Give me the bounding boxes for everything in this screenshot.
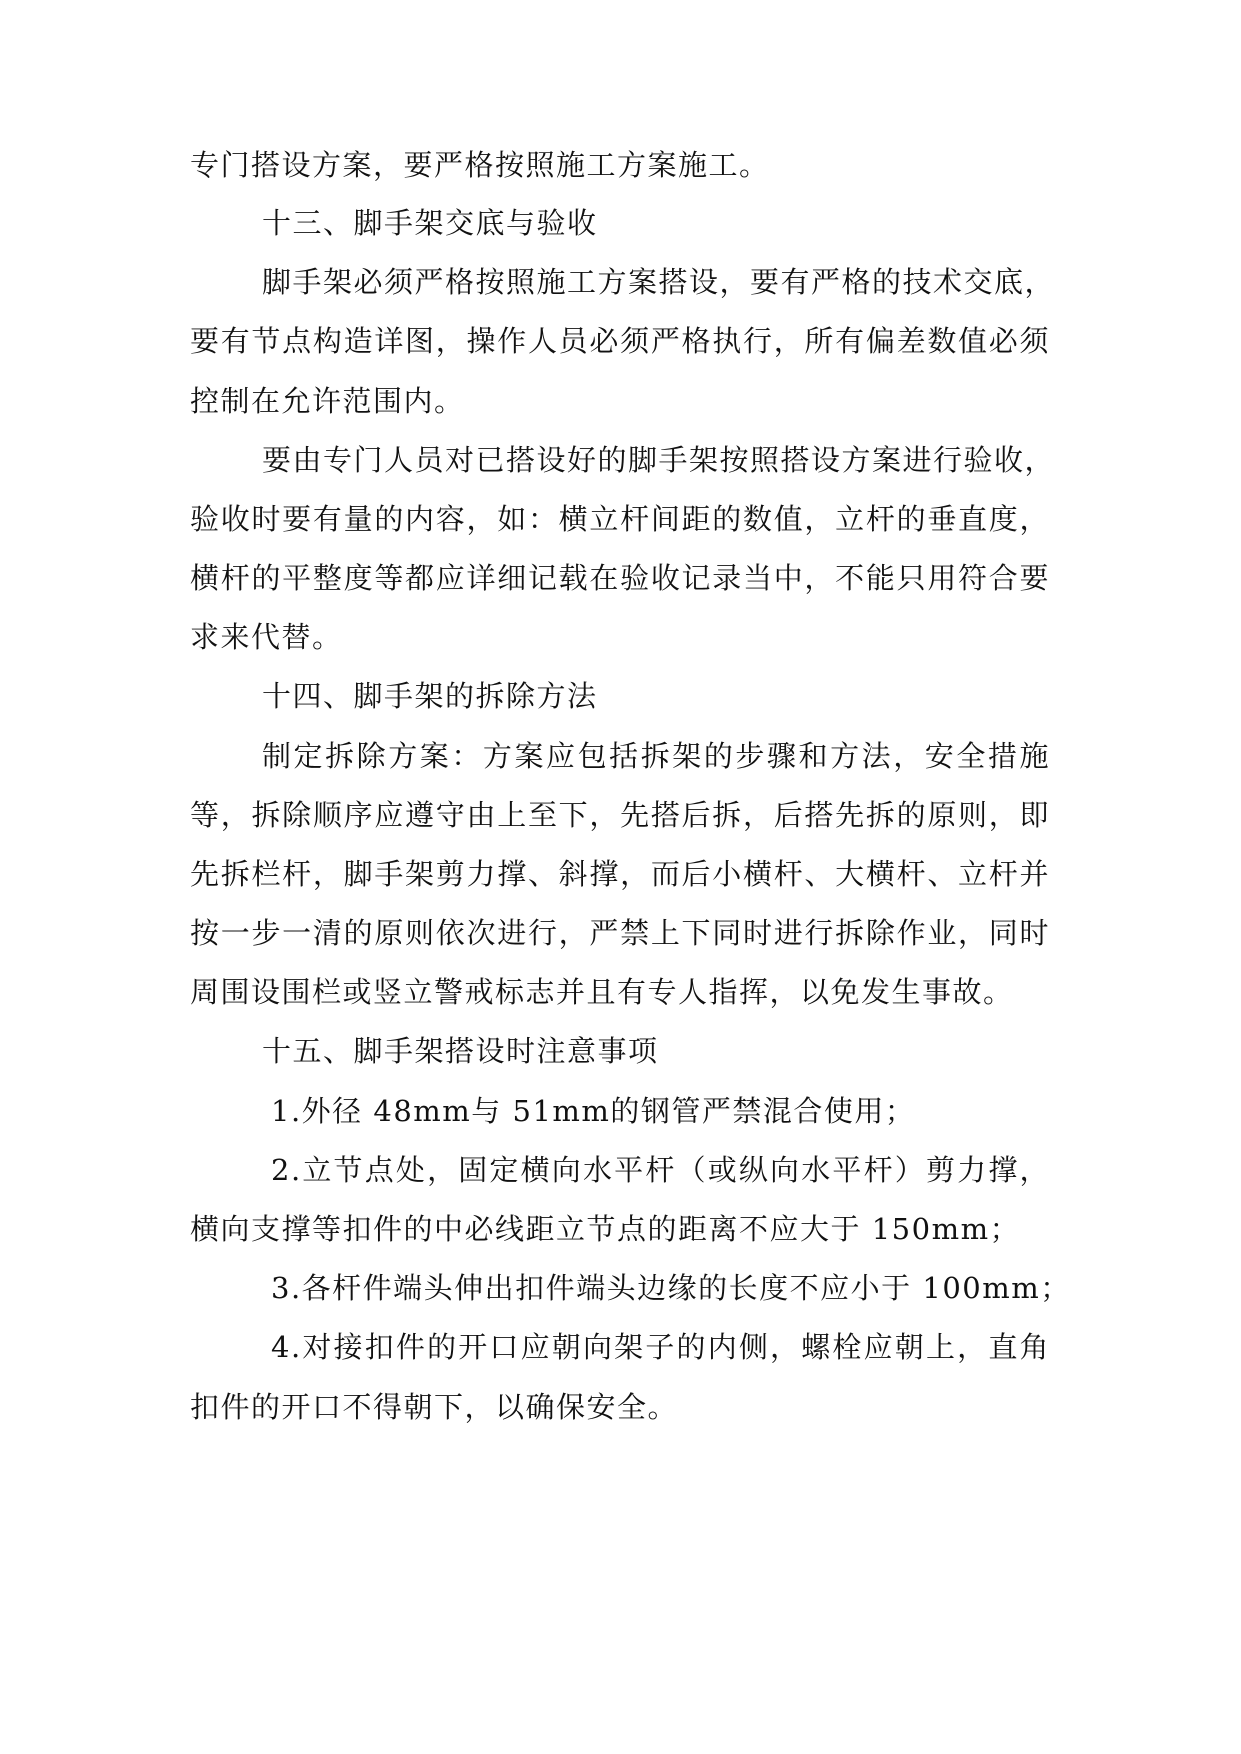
section-heading: 十三、脚手架交底与验收 <box>262 206 598 240</box>
section-heading: 十五、脚手架搭设时注意事项 <box>262 1034 659 1068</box>
section-heading: 十四、脚手架的拆除方法 <box>262 679 598 713</box>
list-item: 3.各杆件端头伸出扣件端头边缘的长度不应小于 100mm； <box>271 1271 1071 1305</box>
text-line: 求来代替。 <box>190 620 343 654</box>
text-line: 专门搭设方案，要严格按照施工方案施工。 <box>190 148 770 182</box>
text-line: 等，拆除顺序应遵守由上至下，先搭后拆，后搭先拆的原则，即 <box>190 798 1050 832</box>
list-item: 2.立节点处，固定横向水平杆（或纵向水平杆）剪力撑， <box>271 1153 1050 1187</box>
list-item: 1.外径 48mm与 51mm的钢管严禁混合使用； <box>271 1094 916 1128</box>
text-line: 周围设围栏或竖立警戒标志并且有专人指挥，以免发生事故。 <box>190 975 1014 1009</box>
text-line: 验收时要有量的内容，如：横立杆间距的数值，立杆的垂直度， <box>190 502 1050 536</box>
text-line: 横向支撑等扣件的中必线距立节点的距离不应大于 150mm； <box>190 1212 1021 1246</box>
text-line: 横杆的平整度等都应详细记载在验收记录当中，不能只用符合要 <box>190 561 1050 595</box>
text-line: 先拆栏杆，脚手架剪力撑、斜撑，而后小横杆、大横杆、立杆并 <box>190 857 1050 891</box>
text-line: 要有节点构造详图，操作人员必须严格执行，所有偏差数值必须 <box>190 324 1050 358</box>
text-line: 要由专门人员对已搭设好的脚手架按照搭设方案进行验收， <box>262 443 1056 477</box>
text-line: 脚手架必须严格按照施工方案搭设，要有严格的技术交底， <box>262 265 1056 299</box>
text-line: 制定拆除方案：方案应包括拆架的步骤和方法，安全措施 <box>262 739 1050 773</box>
list-item: 4.对接扣件的开口应朝向架子的内侧，螺栓应朝上，直角 <box>271 1330 1050 1364</box>
text-line: 扣件的开口不得朝下，以确保安全。 <box>190 1390 679 1424</box>
text-line: 控制在允许范围内。 <box>190 384 465 418</box>
text-line: 按一步一清的原则依次进行，严禁上下同时进行拆除作业，同时 <box>190 916 1050 950</box>
